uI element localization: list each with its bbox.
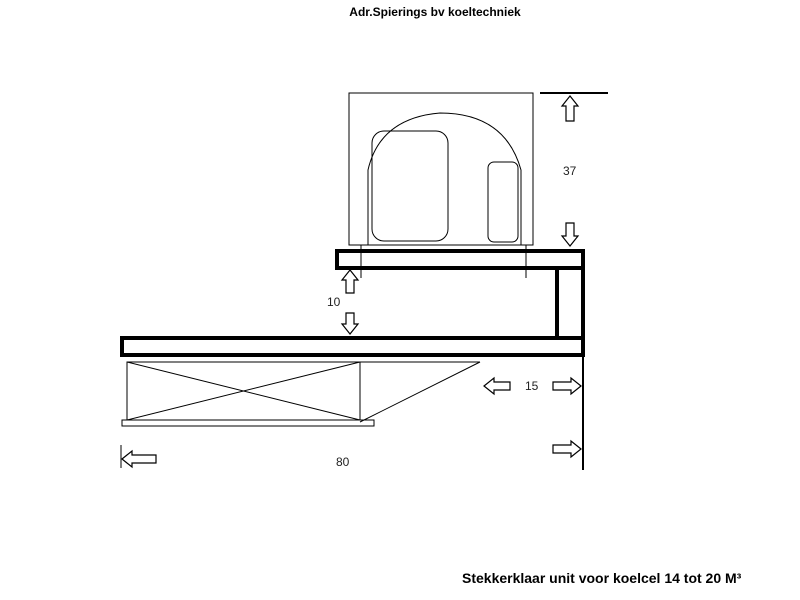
arrow-right-icon — [553, 378, 581, 394]
dimension-label-15: 15 — [525, 379, 539, 393]
diagram-caption: Stekkerklaar unit voor koelcel 14 tot 20 M³ — [462, 570, 742, 586]
dimension-label-37: 37 — [563, 164, 577, 178]
arrow-up-icon — [342, 270, 358, 293]
drip-tray — [122, 420, 374, 426]
lower-shelf — [122, 338, 583, 355]
company-title: Adr.Spierings bv koeltechniek — [349, 5, 521, 19]
arrow-left-icon — [484, 378, 510, 394]
condenser-shell-arc — [368, 113, 521, 245]
condenser-unit-housing — [349, 93, 533, 245]
receiver-body — [488, 162, 518, 242]
upper-shelf — [337, 251, 583, 268]
arrow-down-icon — [562, 223, 578, 246]
arrow-left-icon — [122, 451, 156, 467]
compressor-body — [372, 131, 448, 241]
arrow-down-icon — [342, 313, 358, 334]
dimension-label-80: 80 — [336, 455, 350, 469]
arrow-up-icon — [562, 96, 578, 121]
vertical-connector — [557, 268, 583, 338]
dimension-label-10: 10 — [327, 295, 341, 309]
arrow-right-icon — [553, 441, 581, 457]
